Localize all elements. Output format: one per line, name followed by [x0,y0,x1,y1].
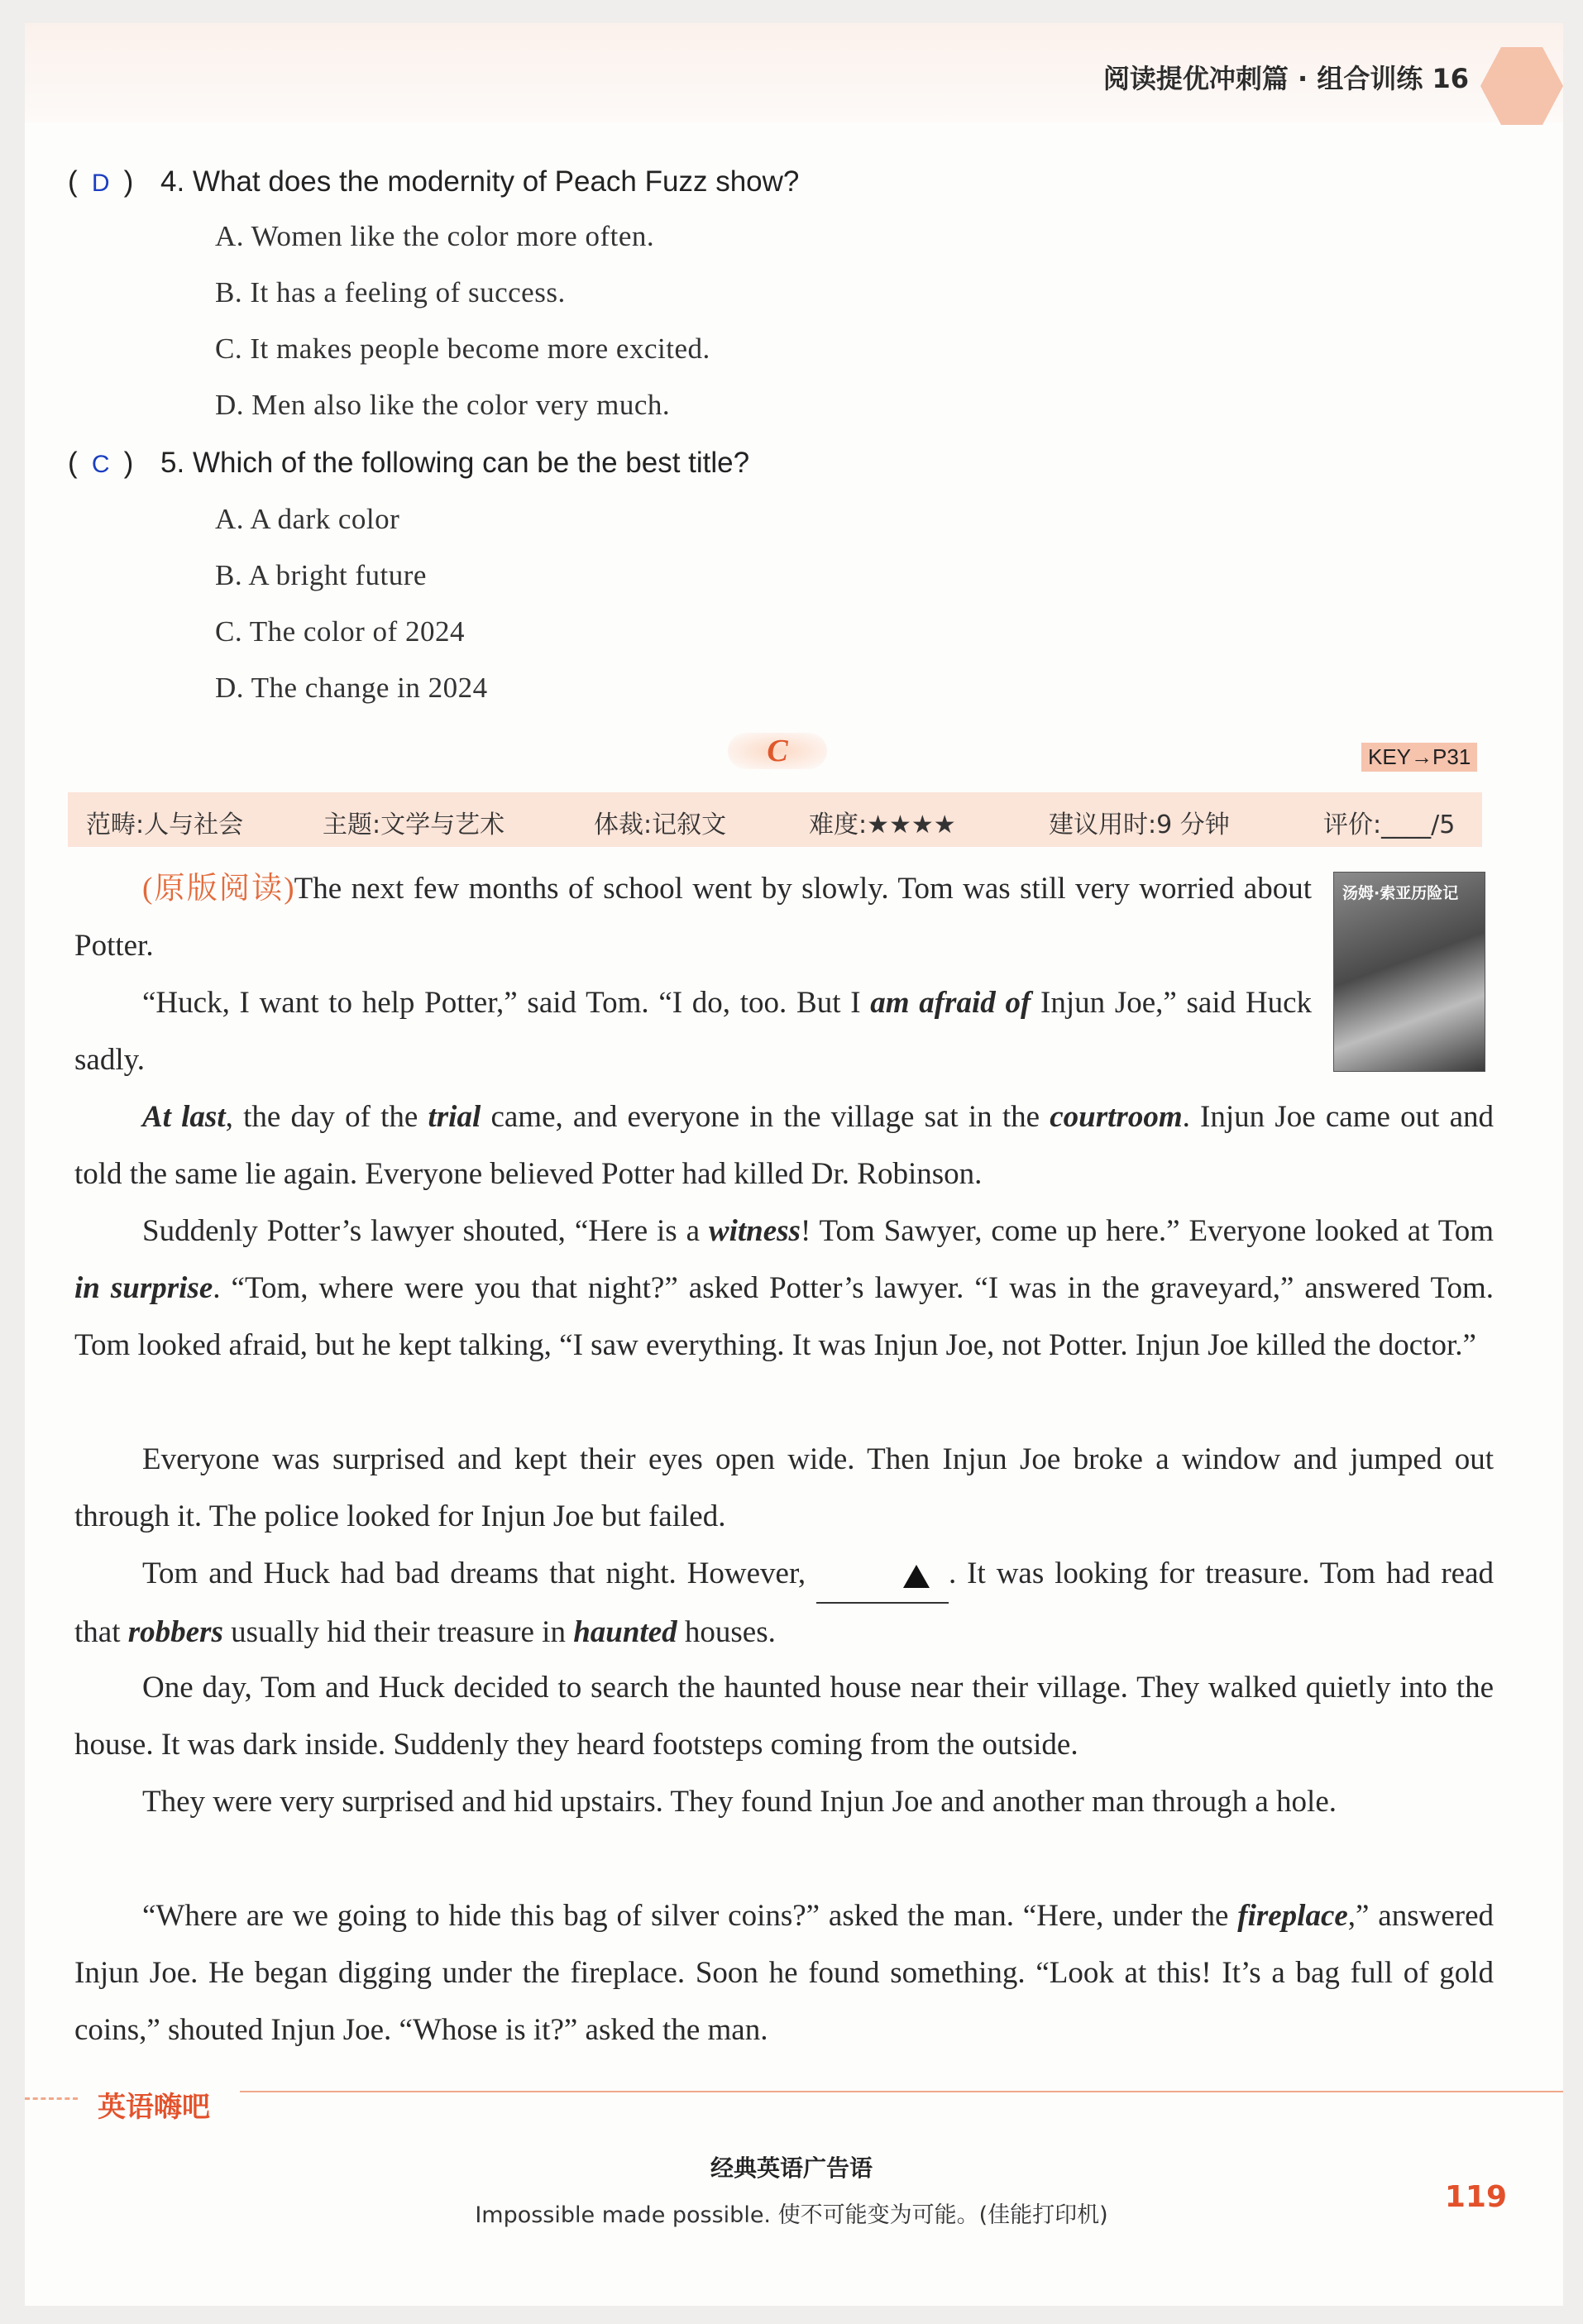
answer-bracket: ( C ) [68,447,134,479]
footer-dash-left [25,2097,78,2100]
answer-4: D [91,170,110,197]
meta-genre: 体裁:记叙文 [594,811,727,839]
passage-paragraph-8: They were very surprised and hid upstairs. They found Injun Joe and another man through a hole. [142,1785,1337,1819]
question-4 [68,165,799,198]
book-cover-title: 汤姆·索亚历险记 [1342,884,1459,902]
ad-text: Impossible made possible. 使不可能变为可能。(佳能打印机) [475,2202,1108,2228]
footer-divider [240,2091,1563,2092]
option-5b: B. A bright future [215,559,427,591]
option-4d: D. Men also like the color very much. [215,389,671,421]
answer-key-reference: KEY→P31 [1361,743,1477,772]
passage-paragraph-3: At last, the day of the trial came, and everyone in the village sat in the courtroom. Injun Joe came out and told the same lie again. Everyone believed Potter had killed Dr. Robinson. [74,1100,1495,1191]
answer-bracket: ( D ) [68,165,134,198]
vocab-in-surprise: in surprise [74,1271,213,1305]
question-number: 4. [160,165,185,198]
answer-blank [816,1545,949,1604]
header-title: 阅读提优冲刺篇 · 组合训练 16 [1102,63,1469,94]
option-4b: B. It has a feeling of success. [215,276,566,308]
vocab-robbers: robbers [127,1615,223,1649]
vocab-fireplace: fireplace [1237,1899,1348,1933]
meta-category: 范畴:人与社会 [86,811,244,839]
option-5a: A. A dark color [215,503,400,535]
passage-meta-bar [68,792,1482,847]
section-letter: C [728,733,827,769]
question-stem: What does the modernity of Peach Fuzz show? [192,165,800,198]
vocab-haunted: haunted [573,1615,677,1649]
triangle-blank-icon [903,1565,930,1588]
passage-paragraph-5: Everyone was surprised and kept their eyes open wide. Then Injun Joe broke a window and jumped out through it. The police looked for Injun Joe but failed. [74,1442,1494,1533]
passage-paragraph-9: “Where are we going to hide this bag of silver coins?” asked the man. “Here, under the fireplace,” answered Injun Joe. He began digging under the fireplace. Soon he found something. “Look at this! It’s a bag full of gold coins,” shouted Injun Joe. “Whose is it?” asked the man. [74,1899,1494,2047]
answer-5: C [91,451,110,478]
vocab-at-last: At last [142,1100,226,1134]
vocab-am-afraid-of: am afraid of [870,986,1031,1020]
ad-title: 经典英语广告语 [710,2154,873,2182]
option-5d: D. The change in 2024 [215,672,488,704]
passage-paragraph-1: (原版阅读)The next few months of school went by slowly. Tom was still very worried about Potter. [74,872,1312,963]
passage-paragraph-6: Tom and Huck had bad dreams that night. However, . It was looking for treasure. Tom had read that robbers usually hid their treasure in haunted houses. [74,1545,1494,1661]
passage-tag: (原版阅读) [142,872,294,906]
option-5c: C. The color of 2024 [215,615,465,648]
question-number: 5. [160,447,185,479]
vocab-witness: witness [708,1214,801,1248]
book-cover-image [1333,872,1485,1072]
meta-time: 建议用时:9 分钟 [1049,811,1230,839]
meta-theme: 主题:文学与艺术 [323,811,505,839]
vocab-trial: trial [428,1100,481,1134]
footer-label: 英语嗨吧 [98,2091,210,2124]
passage-paragraph-7: One day, Tom and Huck decided to search the haunted house near their village. They walked quietly into the house. It was dark inside. Suddenly they heard footsteps coming from the outside. [74,1671,1494,1762]
meta-difficulty: 难度:★★★★ [809,811,956,839]
meta-rating: 评价:____/5 [1323,811,1456,839]
passage-paragraph-2: “Huck, I want to help Potter,” said Tom. “I do, too. But I am afraid of Injun Joe,” said Huck sadly. [74,986,1312,1077]
option-4a: A. Women like the color more often. [215,220,655,252]
page-number: 119 [1444,2180,1507,2214]
question-stem: Which of the following can be the best title? [192,447,750,479]
vocab-courtroom: courtroom [1050,1100,1183,1134]
option-4c: C. It makes people become more excited. [215,332,710,365]
passage-paragraph-4: Suddenly Potter’s lawyer shouted, “Here is a witness! Tom Sawyer, come up here.” Everyone looked at Tom in surprise. “Tom, where were you that night?” asked Potter’s lawyer. “I was in the graveyard,” answered Tom. Tom looked afraid, but he kept talking, “I saw everything. It was Injun Joe, not Potter. Injun Joe killed the doctor.” [74,1214,1494,1362]
question-5 [68,447,749,480]
